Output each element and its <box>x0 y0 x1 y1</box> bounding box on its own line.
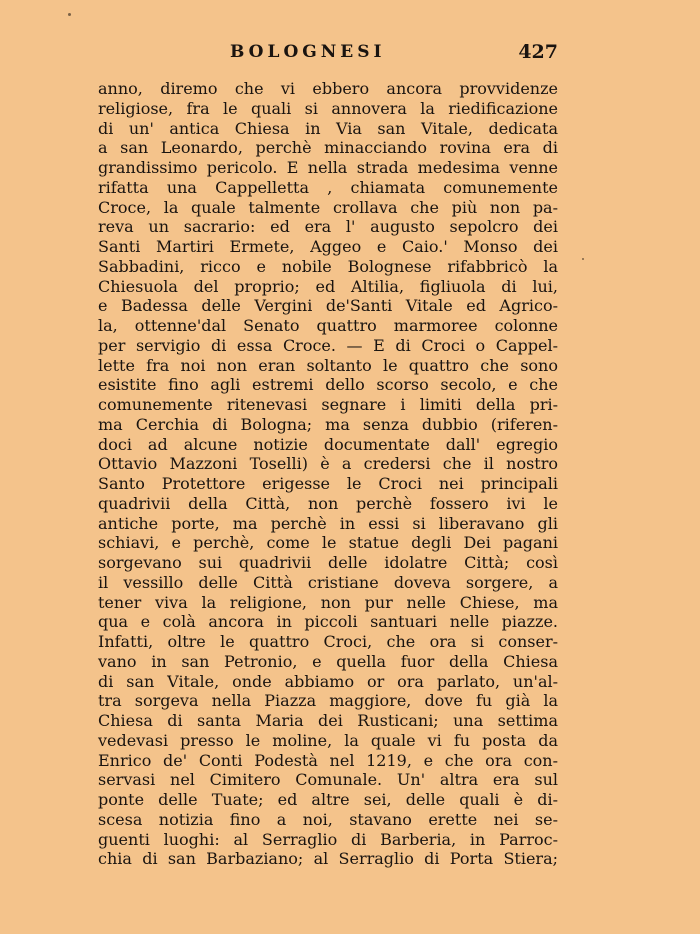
body-text <box>98 79 558 869</box>
text-line: Croce, la quale talmente crollava che più non pa- <box>98 197 558 217</box>
text-line: chia di san Barbaziano; al Serraglio di Porta Stiera; <box>98 849 558 869</box>
text-line: quadrivii della Città, non perchè fossero ivi le <box>98 493 558 513</box>
text-line: schiavi, e perchè, come le statue degli Dei pagani <box>98 533 558 553</box>
text-line: comunemente ritenevasi segnare i limiti della pri- <box>98 395 558 414</box>
text-line: ma Cerchia di Bologna; ma senza dubbio (riferen- <box>98 414 558 434</box>
text-line: anno, diremo che vi ebbero ancora provvidenze <box>98 79 558 98</box>
text-line: Chiesuola del proprio; ed Altilia, figliuola di lui, <box>98 276 558 296</box>
text-line: Enrico de' Conti Podestà nel 1219, e che ora con- <box>98 750 558 770</box>
text-line: ponte delle Tuate; ed altre sei, delle quali è di- <box>98 790 558 809</box>
text-line: il vessillo delle Città cristiane doveva sorgere, a <box>98 572 558 592</box>
text-line: a san Leonardo, perchè minacciando rovina era di <box>98 138 558 158</box>
running-title: BOLOGNESI <box>230 42 386 62</box>
text-line: Infatti, oltre le quattro Croci, che ora si conser- <box>98 632 558 651</box>
text-line: sorgevano sui quadrivii delle idolatre Città; così <box>98 553 558 572</box>
text-line: scesa notizia fino a noi, stavano erette nei se- <box>98 809 558 829</box>
paper-speck <box>68 13 71 16</box>
text-line: Ottavio Mazzoni Toselli) è a credersi che il nostro <box>98 454 558 474</box>
text-line: Santo Protettore erigesse le Croci nei principali <box>98 474 558 493</box>
text-line: lette fra noi non eran soltanto le quattro che sono <box>98 355 558 375</box>
text-line: esistite fino agli estremi dello scorso secolo, e che <box>98 375 558 395</box>
text-line: vano in san Petronio, e quella fuor della Chiesa <box>98 651 558 671</box>
text-line: religiose, fra le quali si annovera la riedificazione <box>98 98 558 118</box>
text-line: rifatta una Cappelletta , chiamata comunemente <box>98 177 558 197</box>
text-line: antiche porte, ma perchè in essi si liberavano gli <box>98 513 558 533</box>
text-line: tener viva la religione, non pur nelle Chiese, ma <box>98 592 558 612</box>
text-line: reva un sacrario: ed era l' augusto sepolcro dei <box>98 217 558 237</box>
text-line: di san Vitale, onde abbiamo or ora parlato, un'al- <box>98 671 558 691</box>
text-line: tra sorgeva nella Piazza maggiore, dove fu già la <box>98 691 558 711</box>
page-header <box>98 38 558 66</box>
text-line: Sabbadini, ricco e nobile Bolognese rifabbricò la <box>98 256 558 276</box>
text-line: grandissimo pericolo. E nella strada medesima venne <box>98 158 558 177</box>
text-line: Chiesa di santa Maria dei Rusticani; una settima <box>98 711 558 730</box>
text-line: doci ad alcune notizie documentate dall' egregio <box>98 434 558 454</box>
text-line: di un' antica Chiesa in Via san Vitale, dedicata <box>98 118 558 138</box>
text-line: qua e colà ancora in piccoli santuari nelle piazze. <box>98 612 558 632</box>
text-line: la, ottenne'dal Senato quattro marmoree colonne <box>98 316 558 335</box>
text-line: vedevasi presso le moline, la quale vi fu posta da <box>98 730 558 750</box>
text-line: e Badessa delle Vergini de'Santi Vitale ed Agrico- <box>98 296 558 316</box>
text-line: guenti luoghi: al Serraglio di Barberia, in Parroc- <box>98 829 558 849</box>
paper-speck <box>582 258 584 260</box>
text-line: servasi nel Cimitero Comunale. Un' altra era sul <box>98 770 558 790</box>
page-number: 427 <box>518 41 558 63</box>
text-line: per servigio di essa Croce. — E di Croci o Cappel- <box>98 335 558 355</box>
text-line: Santi Martiri Ermete, Aggeo e Caio.' Monso dei <box>98 237 558 256</box>
